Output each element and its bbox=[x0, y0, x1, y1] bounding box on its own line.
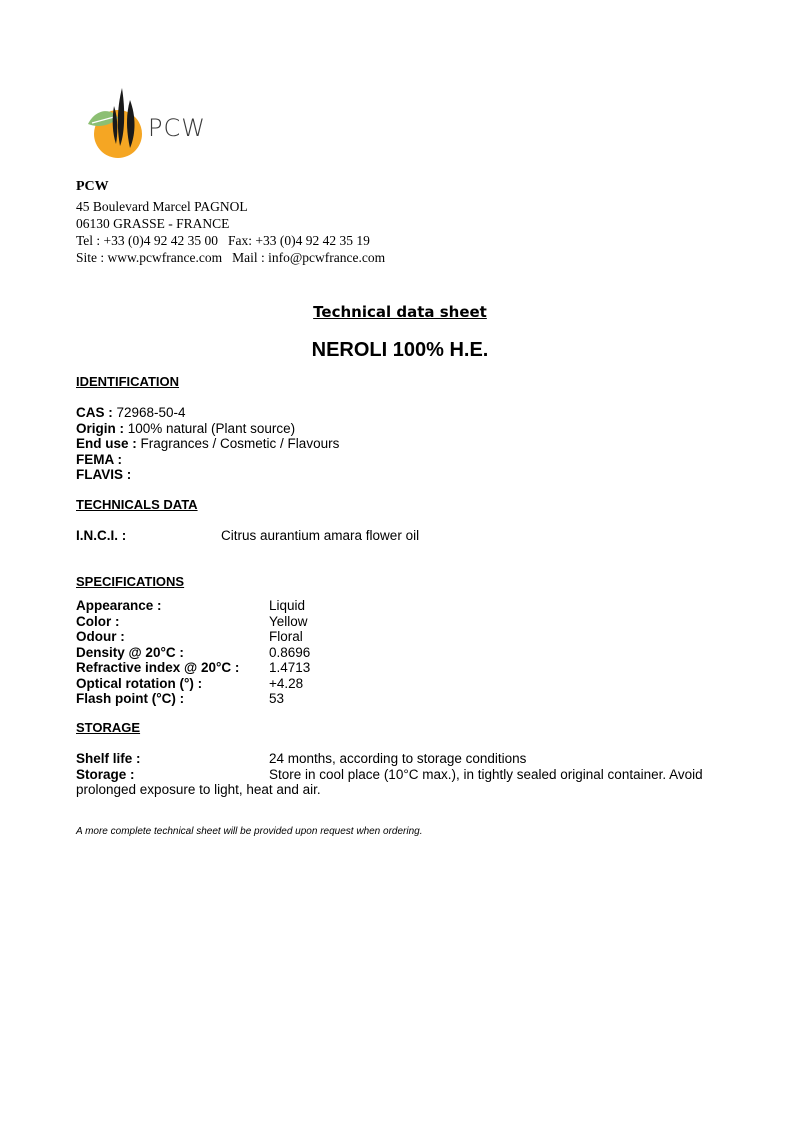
contact-phone-line bbox=[76, 232, 385, 249]
inci-label: I.N.C.I. : bbox=[76, 528, 127, 543]
logo-text: PCW bbox=[148, 114, 206, 142]
identification-heading: IDENTIFICATION bbox=[76, 374, 180, 389]
company-address-block bbox=[76, 178, 385, 266]
shelf-life-value: 24 months, according to storage conditions bbox=[269, 751, 527, 766]
storage-section bbox=[76, 720, 140, 735]
company-logo bbox=[86, 84, 216, 160]
storage-label: Storage : bbox=[76, 766, 135, 782]
address-line-2: 06130 GRASSE - FRANCE bbox=[76, 216, 230, 231]
mail: Mail : info@pcwfrance.com bbox=[232, 250, 386, 265]
fax: Fax: +33 (0)4 92 42 35 19 bbox=[228, 233, 370, 248]
technicals-section bbox=[76, 497, 198, 512]
logo-graphic bbox=[86, 84, 156, 160]
company-name: PCW bbox=[76, 179, 109, 194]
storage-value-line2: prolonged exposure to light, heat and air. bbox=[76, 782, 321, 797]
sheet-title: Technical data sheet bbox=[313, 303, 487, 321]
storage-heading: STORAGE bbox=[76, 720, 141, 735]
flavis-row: FLAVIS : bbox=[76, 467, 132, 482]
specifications-section bbox=[76, 574, 184, 589]
storage-value-line1: Store in cool place (10°C max.), in tightly sealed original container. Avoid bbox=[269, 766, 703, 782]
tel: Tel : +33 (0)4 92 42 35 00 bbox=[76, 233, 219, 248]
shelf-life-label: Shelf life : bbox=[76, 751, 141, 766]
technicals-heading: TECHNICALS DATA bbox=[76, 497, 198, 512]
contact-web-line bbox=[76, 249, 385, 266]
inci-value: Citrus aurantium amara flower oil bbox=[221, 528, 420, 543]
site: Site : www.pcwfrance.com bbox=[76, 250, 223, 265]
fema-row: FEMA : bbox=[76, 451, 122, 467]
origin-row: Origin : 100% natural (Plant source) bbox=[76, 420, 296, 436]
footnote: A more complete technical sheet will be provided upon request when ordering. bbox=[76, 826, 423, 837]
cas-row: CAS : 72968-50-4 bbox=[76, 405, 186, 420]
specifications-heading: SPECIFICATIONS bbox=[76, 574, 185, 589]
enduse-row: End use : Fragrances / Cosmetic / Flavours bbox=[76, 436, 340, 451]
identification-section bbox=[76, 374, 339, 483]
product-title: NEROLI 100% H.E. bbox=[311, 339, 489, 361]
address-line-1: 45 Boulevard Marcel PAGNOL bbox=[76, 199, 248, 214]
